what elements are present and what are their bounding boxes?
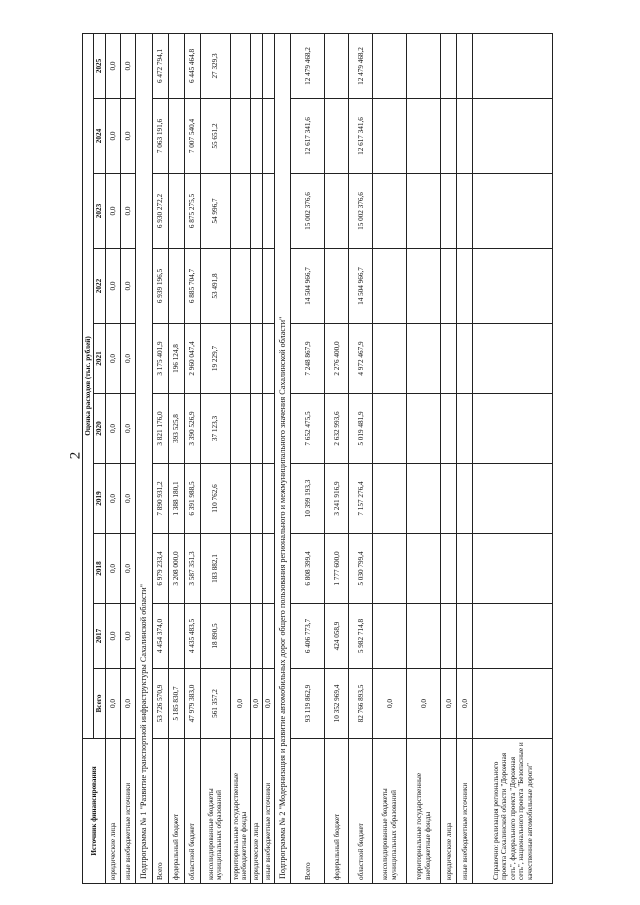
value-cell: 6 875 275,5 (184, 174, 200, 249)
subprogram-title: Подпрограмма № 1 "Развитие транспортной инфраструктуры Сахалинской области" (135, 33, 152, 883)
value-cell (473, 33, 553, 98)
value-cell: 7 157 276,4 (349, 464, 373, 534)
value-cell (441, 324, 457, 394)
value-cell: 18 890,5 (200, 604, 230, 669)
value-cell (441, 394, 457, 464)
value-cell: 1 777 600,0 (325, 534, 349, 604)
value-cell: 37 123,3 (200, 394, 230, 464)
value-cell: 6 930 272,2 (152, 174, 168, 249)
value-cell (250, 604, 262, 669)
value-cell (407, 33, 441, 98)
value-cell: 10 399 193,3 (291, 464, 325, 534)
value-cell: 6 808 399,4 (291, 534, 325, 604)
value-cell: 0,0 (120, 324, 135, 394)
value-cell: 54 996,7 (200, 174, 230, 249)
value-cell (230, 324, 250, 394)
value-cell: 19 229,7 (200, 324, 230, 394)
table-row (230, 33, 250, 883)
value-cell (373, 464, 407, 534)
value-cell (168, 174, 184, 249)
source-label: иные внебюджетные источники (457, 739, 473, 884)
value-cell (373, 324, 407, 394)
value-cell: 5 030 799,4 (349, 534, 373, 604)
value-cell: 0,0 (120, 534, 135, 604)
value-cell: 6 885 704,7 (184, 249, 200, 324)
value-cell (168, 604, 184, 669)
financing-table (82, 33, 553, 884)
estimate-header: Оценка расходов (тыс. рублей) (83, 33, 94, 738)
value-cell (457, 99, 473, 174)
source-label: консолидированные бюджеты муниципальных образований (373, 739, 407, 884)
table-body (105, 33, 552, 883)
value-cell (441, 174, 457, 249)
value-cell: 0,0 (262, 669, 274, 739)
value-cell (262, 534, 274, 604)
table-row (291, 33, 325, 883)
value-cell: 12 617 341,6 (291, 99, 325, 174)
value-cell: 15 002 376,6 (349, 174, 373, 249)
value-cell (250, 464, 262, 534)
value-cell: 12 617 341,6 (349, 99, 373, 174)
value-cell (457, 534, 473, 604)
source-label: областной бюджет (184, 739, 200, 884)
year-header: Всего (94, 669, 105, 739)
table-row (457, 33, 473, 883)
year-header: 2019 (94, 464, 105, 534)
value-cell: 5 185 830,7 (168, 669, 184, 739)
value-cell: 7 007 540,4 (184, 99, 200, 174)
value-cell: 0,0 (457, 669, 473, 739)
value-cell (473, 534, 553, 604)
value-cell: 0,0 (105, 249, 120, 324)
value-cell: 82 766 893,5 (349, 669, 373, 739)
year-header: 2023 (94, 174, 105, 249)
source-label: юридические лица (105, 739, 120, 884)
source-label: консолидированные бюджеты муниципальных образований (200, 739, 230, 884)
value-cell (441, 534, 457, 604)
value-cell (262, 324, 274, 394)
value-cell: 0,0 (105, 669, 120, 739)
value-cell (457, 33, 473, 98)
value-cell: 2 632 993,6 (325, 394, 349, 464)
value-cell: 0,0 (373, 669, 407, 739)
value-cell (441, 99, 457, 174)
value-cell: 4 435 483,5 (184, 604, 200, 669)
value-cell (230, 174, 250, 249)
value-cell: 393 525,8 (168, 394, 184, 464)
value-cell (262, 249, 274, 324)
value-cell: 0,0 (105, 33, 120, 98)
header-row-1 (83, 33, 94, 883)
value-cell: 6 979 233,4 (152, 534, 168, 604)
value-cell (407, 174, 441, 249)
value-cell (250, 174, 262, 249)
value-cell (262, 604, 274, 669)
value-cell (473, 669, 553, 739)
value-cell (457, 249, 473, 324)
value-cell (441, 464, 457, 534)
source-header: Источник финансирования (83, 739, 106, 884)
value-cell: 183 882,1 (200, 534, 230, 604)
value-cell (473, 99, 553, 174)
value-cell: 0,0 (105, 99, 120, 174)
value-cell (473, 394, 553, 464)
value-cell (230, 604, 250, 669)
value-cell: 55 651,2 (200, 99, 230, 174)
value-cell (325, 33, 349, 98)
value-cell: 1 388 180,1 (168, 464, 184, 534)
year-header: 2018 (94, 534, 105, 604)
value-cell (373, 33, 407, 98)
value-cell (262, 99, 274, 174)
value-cell: 3 587 351,3 (184, 534, 200, 604)
value-cell (262, 174, 274, 249)
value-cell (325, 249, 349, 324)
value-cell: 0,0 (120, 669, 135, 739)
value-cell: 3 390 526,9 (184, 394, 200, 464)
value-cell: 6 391 988,5 (184, 464, 200, 534)
value-cell (230, 249, 250, 324)
value-cell: 10 352 969,4 (325, 669, 349, 739)
value-cell: 7 063 191,6 (152, 99, 168, 174)
source-label: юридические лица (250, 739, 262, 884)
value-cell: 0,0 (105, 464, 120, 534)
value-cell: 47 979 383,0 (184, 669, 200, 739)
financing-table-rotated (82, 34, 600, 884)
source-label: Всего (152, 739, 168, 884)
value-cell: 0,0 (441, 669, 457, 739)
value-cell (230, 394, 250, 464)
year-header: 2021 (94, 324, 105, 394)
table-row (473, 33, 553, 883)
source-label: федеральный бюджет (168, 739, 184, 884)
year-header: 2024 (94, 99, 105, 174)
value-cell: 0,0 (230, 669, 250, 739)
table-row (120, 33, 135, 883)
value-cell: 0,0 (120, 174, 135, 249)
value-cell: 3 208 000,0 (168, 534, 184, 604)
value-cell: 2 960 047,4 (184, 324, 200, 394)
value-cell (168, 99, 184, 174)
year-header: 2020 (94, 394, 105, 464)
value-cell: 0,0 (105, 174, 120, 249)
value-cell (250, 99, 262, 174)
value-cell (457, 324, 473, 394)
table-row (152, 33, 168, 883)
table-row (200, 33, 230, 883)
value-cell (325, 99, 349, 174)
value-cell: 7 652 475,5 (291, 394, 325, 464)
source-label: Справочно: реализация регионального проекта Сахалинской области "Дорожная сеть", федерального проекта "Дорожная сеть", национального проекта "Безопасные и качественные автомобильные дороги" (473, 739, 553, 884)
source-label: территориальные государственные внебюджетные фонды (230, 739, 250, 884)
value-cell: 7 890 931,2 (152, 464, 168, 534)
value-cell (407, 324, 441, 394)
source-label: Всего (291, 739, 325, 884)
value-cell: 12 479 468,2 (291, 33, 325, 98)
value-cell: 0,0 (105, 604, 120, 669)
value-cell (373, 174, 407, 249)
value-cell (250, 324, 262, 394)
value-cell: 7 248 867,9 (291, 324, 325, 394)
value-cell (407, 394, 441, 464)
year-header: 2017 (94, 604, 105, 669)
value-cell: 5 019 481,9 (349, 394, 373, 464)
value-cell (407, 249, 441, 324)
value-cell (407, 99, 441, 174)
value-cell: 561 357,2 (200, 669, 230, 739)
value-cell (230, 99, 250, 174)
value-cell: 0,0 (120, 394, 135, 464)
value-cell (441, 604, 457, 669)
source-label: иные внебюджетные источники (120, 739, 135, 884)
value-cell (441, 249, 457, 324)
value-cell: 0,0 (120, 604, 135, 669)
value-cell (457, 464, 473, 534)
value-cell: 6 445 464,8 (184, 33, 200, 98)
value-cell (262, 33, 274, 98)
value-cell: 2 276 400,0 (325, 324, 349, 394)
table-row (262, 33, 274, 883)
table-row (184, 33, 200, 883)
value-cell (262, 394, 274, 464)
value-cell (457, 604, 473, 669)
value-cell (407, 604, 441, 669)
value-cell: 14 504 966,7 (349, 249, 373, 324)
value-cell (373, 249, 407, 324)
value-cell (473, 604, 553, 669)
value-cell: 93 119 862,9 (291, 669, 325, 739)
subprogram-title-row (274, 33, 291, 883)
value-cell (373, 534, 407, 604)
value-cell (168, 249, 184, 324)
source-label: иные внебюджетные источники (262, 739, 274, 884)
value-cell: 3 175 401,9 (152, 324, 168, 394)
value-cell: 0,0 (120, 464, 135, 534)
source-label: областной бюджет (349, 739, 373, 884)
value-cell (441, 33, 457, 98)
table-row (168, 33, 184, 883)
value-cell: 424 058,9 (325, 604, 349, 669)
value-cell: 0,0 (120, 249, 135, 324)
value-cell: 4 972 467,9 (349, 324, 373, 394)
value-cell (250, 249, 262, 324)
value-cell (407, 534, 441, 604)
value-cell (262, 464, 274, 534)
value-cell (473, 324, 553, 394)
value-cell: 27 329,3 (200, 33, 230, 98)
value-cell: 53 726 570,9 (152, 669, 168, 739)
value-cell (373, 394, 407, 464)
year-header: 2022 (94, 249, 105, 324)
value-cell: 6 472 794,1 (152, 33, 168, 98)
table-row (105, 33, 120, 883)
value-cell (325, 174, 349, 249)
value-cell: 14 504 966,7 (291, 249, 325, 324)
value-cell (473, 464, 553, 534)
value-cell: 53 491,8 (200, 249, 230, 324)
subprogram-title-row (135, 33, 152, 883)
value-cell (457, 394, 473, 464)
page-number: 2 (67, 451, 84, 460)
value-cell: 6 939 196,5 (152, 249, 168, 324)
value-cell: 4 454 374,0 (152, 604, 168, 669)
value-cell (373, 99, 407, 174)
value-cell (373, 604, 407, 669)
table-row (373, 33, 407, 883)
value-cell (473, 249, 553, 324)
source-label: федеральный бюджет (325, 739, 349, 884)
value-cell: 196 124,8 (168, 324, 184, 394)
table-row (349, 33, 373, 883)
value-cell: 0,0 (120, 99, 135, 174)
value-cell (457, 174, 473, 249)
value-cell: 5 982 714,8 (349, 604, 373, 669)
value-cell: 3 241 916,9 (325, 464, 349, 534)
value-cell (230, 534, 250, 604)
value-cell: 0,0 (407, 669, 441, 739)
value-cell: 12 479 468,2 (349, 33, 373, 98)
value-cell (250, 394, 262, 464)
value-cell: 0,0 (105, 394, 120, 464)
value-cell: 6 406 773,7 (291, 604, 325, 669)
value-cell: 3 821 176,0 (152, 394, 168, 464)
value-cell (473, 174, 553, 249)
source-label: юридические лица (441, 739, 457, 884)
value-cell (250, 534, 262, 604)
value-cell: 0,0 (250, 669, 262, 739)
value-cell: 0,0 (105, 534, 120, 604)
value-cell (250, 33, 262, 98)
table-row (407, 33, 441, 883)
value-cell: 15 002 376,6 (291, 174, 325, 249)
value-cell (230, 33, 250, 98)
subprogram-title: Подпрограмма № 2 "Модернизация и развитие автомобильных дорог общего пользования регионального и межмуниципального значения Сахалинской области" (274, 33, 291, 883)
value-cell: 0,0 (120, 33, 135, 98)
table-row (250, 33, 262, 883)
value-cell (230, 464, 250, 534)
value-cell (168, 33, 184, 98)
value-cell: 110 762,6 (200, 464, 230, 534)
value-cell: 0,0 (105, 324, 120, 394)
source-label: территориальные государственные внебюджетные фонды (407, 739, 441, 884)
table-row (325, 33, 349, 883)
year-header: 2025 (94, 33, 105, 98)
table-row (441, 33, 457, 883)
value-cell (407, 464, 441, 534)
